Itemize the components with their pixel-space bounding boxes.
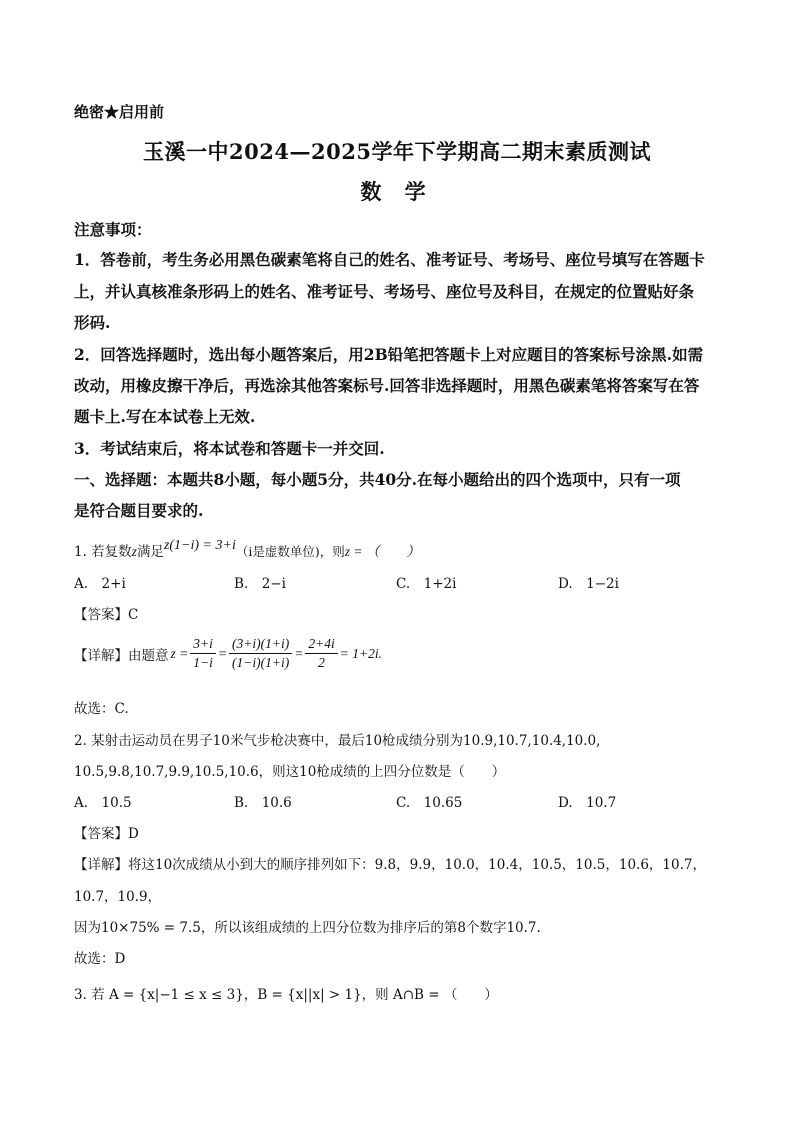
q2-option-d: D. 10.7 [558,795,617,811]
q1-detail: 【详解】由题意 z = $\frac{3+i}{1-i}$ = $\frac{(3+i)(1+i)}{(1-i)(1+i)}$ = $\frac{2+4i}{2}$ = 1+2i. [74,636,382,670]
q2-option-a: A. 10.5 [74,795,132,811]
q1-fraction-3: $\frac{2+4i}{2}$ [305,635,337,672]
q1-option-c: C. 1+2i [396,576,457,592]
q1-fraction-1: $\frac{3+i}{1-i}$ [190,635,216,672]
notice-line-4: 2．回答选择题时，选出每小题答案后，用2B铅笔把答题卡上对应题目的答案标号涂黑.如需 [74,345,704,364]
notice-line-1: 1．答卷前，考生务必用黑色碳素笔将自己的姓名、准考证号、考场号、座位号填写在答题卡 [74,250,705,269]
q2-detail-line-1: 【详解】将这10次成绩从小到大的顺序排列如下：9.8，9.9，10.0，10.4，10.5，10.5，10.6，10.7， [74,857,706,873]
notice-line-2: 上，并认真核准条形码上的姓名、准考证号、考场号、座位号及科目，在规定的位置贴好条 [74,282,695,301]
section-heading-line-1: 一、选择题：本题共8小题，每小题5分，共40分.在每小题给出的四个选项中，只有一项 [74,470,681,489]
q2-answer: 【答案】D [74,826,139,842]
subject-title: 数 学 [360,179,434,204]
notice-line-3: 形码. [74,313,111,332]
q1-option-b: B. 2−i [234,576,286,592]
confidential-mark: 绝密★启用前 [74,103,165,121]
q2-choice: 故选：D [74,951,126,967]
q2-stem-line-1: 2. 某射击运动员在男子10米气步枪决赛中，最后10枪成绩分别为10.9,10.7,10.4,10.0, [74,733,601,749]
q1-option-d: D. 1−2i [558,576,619,592]
notice-line-7: 3．考试结束后，将本试卷和答题卡一并交回. [74,439,385,458]
notice-heading: 注意事项： [74,220,152,239]
q1-stem: 1. 若复数z满足z(1−i) = 3+i（i是虚数单位)，则z = （ ） [74,538,420,560]
notice-line-5: 改动，用橡皮擦干净后，再选涂其他答案标号.回答非选择题时，用黑色碳素笔将答案写在答 [74,376,700,395]
notice-line-6: 题卡上.写在本试卷上无效. [74,407,256,426]
q2-stem-line-2: 10.5,9.8,10.7,9.9,10.5,10.6，则这10枪成绩的上四分位数是（ ） [74,764,506,780]
exam-title: 玉溪一中2024—2025学年下学期高二期末素质测试 [143,139,651,164]
q1-option-a: A. 2+i [74,576,126,592]
q1-fraction-2: $\frac{(3+i)(1+i)}{(1-i)(1+i)}$ [229,635,292,672]
section-heading-line-2: 是符合题目要求的. [74,501,204,520]
q2-option-b: B. 10.6 [234,795,292,811]
q2-option-c: C. 10.65 [396,795,463,811]
q1-choice: 故选：C. [74,701,129,717]
q1-answer: 【答案】C [74,607,139,623]
q2-detail-line-2: 10.7，10.9， [74,889,162,905]
q3-stem: 3. 若 A = {x|−1 ≤ x ≤ 3}，B = {x||x| > 1}，则 A∩B = （ ） [74,987,498,1003]
q2-detail-line-3: 因为10×75% = 7.5，所以该组成绩的上四分位数为排序后的第8个数字10.7. [74,920,541,936]
